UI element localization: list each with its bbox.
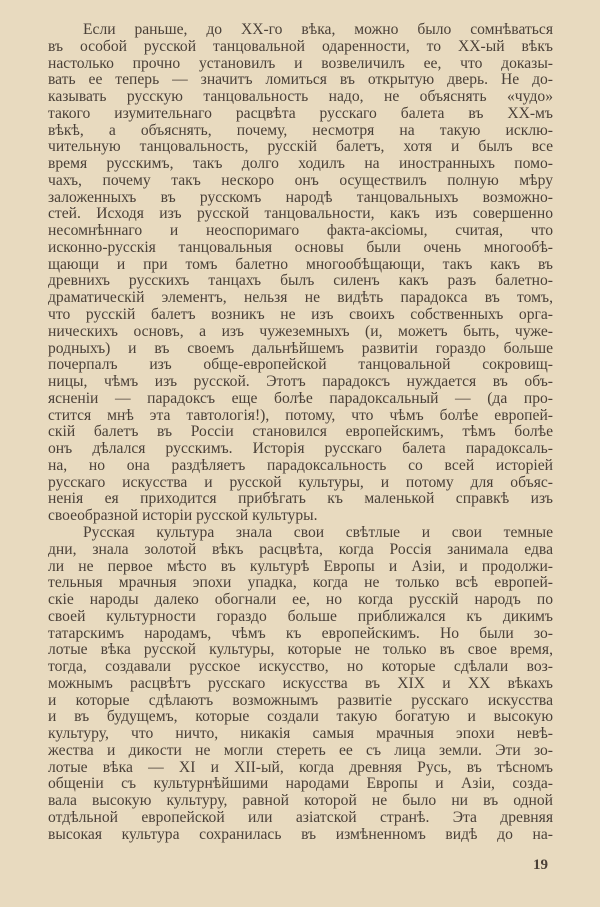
text-line: на, но она раздѣляетъ парадоксальность со всей исторіей: [48, 457, 553, 474]
text-line: родныхъ) и въ своемъ дальнѣйшемъ развитіи гораздо больше: [48, 340, 553, 357]
text-line: несомнѣннаго и неоспоримаго факта-аксіомы, считая, что: [48, 223, 553, 240]
text-line: почерпалъ изъ обще-европейской танцовальной сокровищ-: [48, 357, 553, 374]
text-line: отдѣльной европейской или азіатской странѣ. Эта древняя: [48, 809, 553, 826]
text-line: ясненіи — парадоксъ еще болѣе парадоксальный — (да про-: [48, 390, 553, 407]
text-line: своеобразной исторіи русской культуры.: [48, 508, 318, 525]
text-line: такого изумительнаго расцвѣта русскаго балета въ XX-мъ: [48, 105, 553, 122]
text-line: можнымъ расцвѣтъ русскаго искусства въ XIX и XX вѣкахъ: [48, 675, 553, 692]
text-line: культуру, что ничто, никакія самыя мрачныя эпохи невѣ-: [48, 726, 553, 743]
text-line: заложенныхъ въ русскомъ народѣ танцовальныхъ возможно-: [48, 189, 553, 206]
text-line: драматическій элементъ, нельзя не видѣть парадокса въ томъ,: [48, 290, 553, 307]
text-line: высокая культура сохранилась въ измѣненномъ видѣ до на-: [48, 826, 553, 843]
body-text: [48, 22, 553, 844]
text-line: чительную танцовальность, русскій балетъ, хотя и былъ все: [48, 139, 553, 156]
text-line: Если раньше, до XX-го вѣка, можно было сомнѣваться: [83, 22, 553, 38]
page-number: 19: [533, 857, 548, 873]
text-line: онъ дѣлался русскимъ. Исторія русскаго балета парадоксаль-: [48, 441, 553, 458]
text-line: общеніи съ культурнѣйшими народами Европы и Азіи, созда-: [48, 776, 553, 793]
text-line: тельныя мрачныя эпохи упадка, когда не только всѣ европей-: [48, 575, 553, 592]
text-line: ницы, чѣмъ изъ русской. Этотъ парадоксъ нуждается въ объ-: [48, 374, 553, 391]
text-line: вать ее теперь — значитъ ломиться въ открытую дверь. Не до-: [48, 72, 553, 89]
text-line: стится мнѣ эта тавтологія!), потому, что чѣмъ болѣе европей-: [48, 407, 553, 424]
text-line: тогда, создавали русское искусство, но которые сдѣлали воз-: [48, 659, 553, 676]
text-line: въ особой русской танцовальной одаренности, то XX-ый вѣкъ: [48, 38, 553, 55]
text-line: дни, знала золотой вѣкъ расцвѣта, когда Россія занимала едва: [48, 541, 553, 558]
text-line: русскаго искусства и русской культуры, и потому для объяс-: [48, 474, 553, 491]
text-line: жества и дикости не могли стереть ее съ лица земли. Эти зо-: [48, 742, 553, 759]
text-line: казывать русскую танцовальность надо, не объяснять «чудо»: [48, 89, 553, 106]
text-line: что русскій балетъ возникъ не изъ своихъ собственныхъ орга-: [48, 307, 553, 324]
text-line: и которые сдѣлаютъ возможнымъ развитіе русскаго искусства: [48, 692, 553, 709]
text-line: вѣкѣ, а объяснять, почему, несмотря на такую исклю-: [48, 122, 553, 139]
text-line: древнихъ русскихъ танцахъ былъ силенъ какъ разъ балетно-: [48, 273, 553, 290]
text-line: лотые вѣка русской культуры, которые не только въ свое время,: [48, 642, 553, 659]
text-line: настолько прочно установилъ и возвеличилъ ее, что доказы-: [48, 55, 553, 72]
text-line: стей. Исходя изъ русской танцовальности, какъ изъ совершенно: [48, 206, 553, 223]
text-line: и въ будущемъ, которые создали такую богатую и высокую: [48, 709, 553, 726]
text-line: исконно-русскія танцовальныя основы были очень многообѣ-: [48, 239, 553, 256]
text-line: чахъ, почему такъ нескоро онъ осуществилъ полную мѣру: [48, 172, 553, 189]
text-line: ли не первое мѣсто въ культурѣ Европы и Азіи, и продолжи-: [48, 558, 553, 575]
text-line: время русскимъ, такъ долго ходилъ на иностранныхъ помо-: [48, 156, 553, 173]
text-line: скіе народы далеко обогнали ее, но когда русскій народъ по: [48, 592, 553, 609]
text-line: Русская культура знала свои свѣтлые и свои темные: [83, 524, 553, 541]
text-line: лотые вѣка — XI и XII-ый, когда древняя Русь, въ тѣсномъ: [48, 759, 553, 776]
text-line: вала высокую культуру, равной которой не было ни въ одной: [48, 793, 553, 810]
text-line: своей культурности гораздо больше приближался къ дикимъ: [48, 608, 553, 625]
text-line: татарскимъ народамъ, чѣмъ къ европейскимъ. Но были зо-: [48, 625, 553, 642]
text-line: щающи и при томъ балетно многообѣщающи, такъ какъ въ: [48, 256, 553, 273]
text-line: ненія ея приходится прибѣгать къ маленькой справкѣ изъ: [48, 491, 553, 508]
text-line: скій балетъ въ Россіи становился европейскимъ, тѣмъ болѣе: [48, 424, 553, 441]
text-line: ническихъ основъ, а изъ чужеземныхъ (и, можетъ быть, чуже-: [48, 323, 553, 340]
